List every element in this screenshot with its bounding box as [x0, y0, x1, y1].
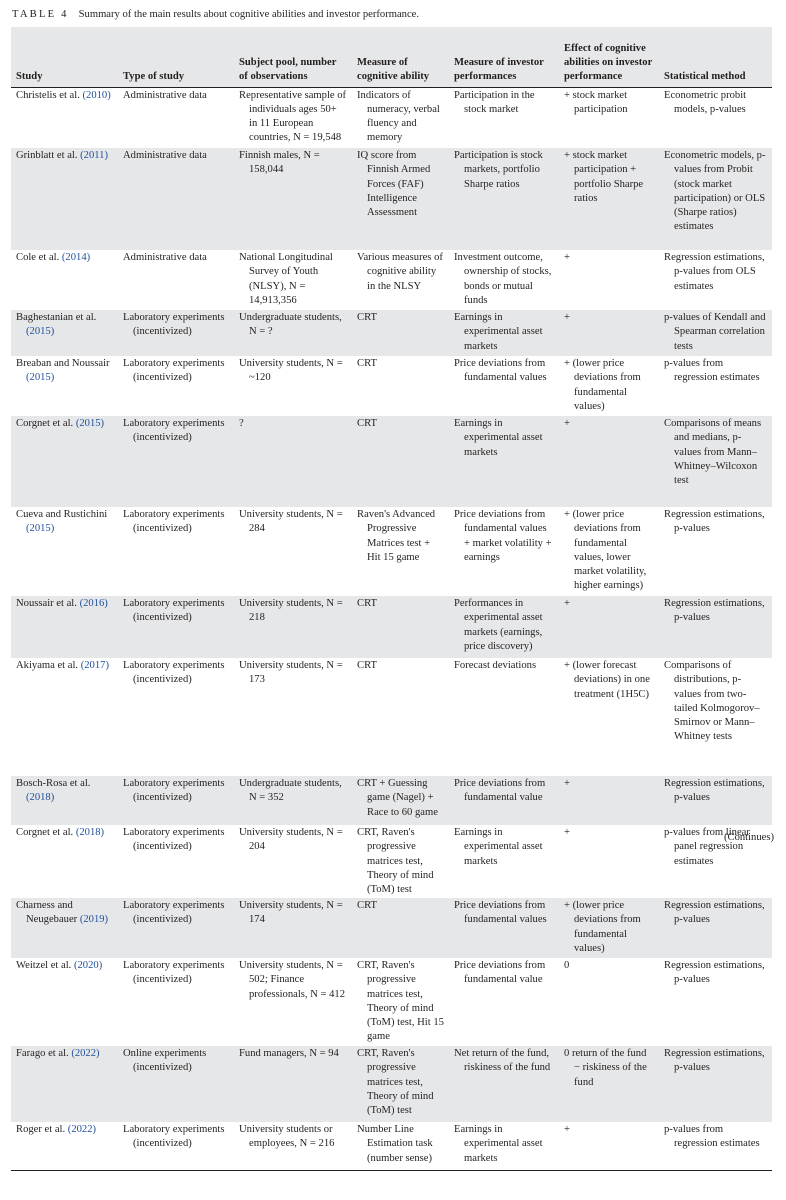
- table-row: [11, 1122, 772, 1170]
- study-authors: Breaban and Noussair: [16, 358, 110, 369]
- performance-cell: [449, 958, 559, 1046]
- cognitive-measure-cell-text: CRT: [357, 358, 377, 369]
- subject-pool-cell-text: University students or employees, N = 216: [239, 1124, 335, 1150]
- cognitive-measure-cell: [352, 825, 449, 898]
- method-cell-text: Regression estimations, p-values: [664, 598, 765, 624]
- study-cell: [11, 596, 118, 658]
- cognitive-measure-cell: [352, 658, 449, 776]
- effect-cell: [559, 507, 659, 596]
- method-cell: [659, 356, 772, 416]
- method-cell: [659, 898, 772, 958]
- cognitive-measure-cell: [352, 416, 449, 507]
- method-cell: [659, 658, 772, 776]
- study-authors: Farago et al.: [16, 1048, 69, 1059]
- method-cell: [659, 776, 772, 825]
- study-cell: [11, 310, 118, 356]
- method-cell: [659, 87, 772, 148]
- header-statistical-method: Statistical method: [659, 27, 772, 87]
- performance-cell-text: Participation is stock markets, portfolio Sharpe ratios: [454, 150, 543, 190]
- type-cell: [118, 250, 234, 310]
- method-cell-text: Econometric probit models, p-values: [664, 89, 747, 115]
- type-cell-text: Laboratory experiments (incentivized): [123, 418, 225, 444]
- performance-cell: [449, 148, 559, 250]
- effect-cell: [559, 250, 659, 310]
- type-cell: [118, 958, 234, 1046]
- cognitive-measure-cell-text: CRT: [357, 418, 377, 429]
- subject-pool-cell-text: University students, N = 502; Finance professionals, N = 412: [239, 960, 346, 1000]
- cognitive-measure-cell-text: IQ score from Finnish Armed Forces (FAF) Intelligence Assessment: [357, 150, 431, 219]
- method-cell: [659, 958, 772, 1046]
- table-row: [11, 416, 772, 507]
- effect-cell-text: +: [564, 778, 570, 789]
- method-cell-text: Regression estimations, p-values: [664, 960, 765, 986]
- study-authors: Cueva and Rustichini: [16, 509, 108, 520]
- type-cell-text: Laboratory experiments (incentivized): [123, 358, 225, 384]
- study-year-link[interactable]: (2016): [79, 598, 108, 609]
- method-cell-text: Regression estimations, p-values: [664, 1048, 765, 1074]
- method-cell: [659, 507, 772, 596]
- subject-pool-cell: [234, 87, 352, 148]
- method-cell-text: p-values of Kendall and Spearman correlation tests: [664, 312, 766, 352]
- type-cell-text: Laboratory experiments (incentivized): [123, 960, 225, 986]
- type-cell: [118, 898, 234, 958]
- study-year-link[interactable]: (2011): [80, 150, 108, 161]
- performance-cell: [449, 898, 559, 958]
- cognitive-measure-cell-text: CRT, Raven's progressive matrices test, Theory of mind (ToM) test: [357, 827, 434, 896]
- effect-cell-text: + (lower forecast deviations) in one treatment (1H5C): [564, 660, 650, 700]
- study-year-link[interactable]: (2018): [26, 792, 55, 804]
- performance-cell-text: Investment outcome, ownership of stocks, bonds or mutual funds: [454, 252, 552, 306]
- method-cell: [659, 1046, 772, 1122]
- performance-cell-text: Performances in experimental asset markets (earnings, price discovery): [454, 598, 543, 652]
- study-authors: Corgnet et al.: [16, 418, 74, 429]
- type-cell-text: Administrative data: [123, 89, 207, 101]
- performance-cell: [449, 825, 559, 898]
- subject-pool-cell: [234, 250, 352, 310]
- study-cell: [11, 658, 118, 776]
- type-cell-text: Laboratory experiments (incentivized): [123, 827, 225, 853]
- table-title: Summary of the main results about cognitive abilities and investor performance.: [78, 9, 420, 20]
- study-year-link[interactable]: (2022): [71, 1048, 100, 1059]
- cognitive-measure-cell: [352, 148, 449, 250]
- performance-cell-text: Participation in the stock market: [454, 89, 535, 115]
- type-cell: [118, 148, 234, 250]
- table-row: [11, 507, 772, 596]
- cognitive-measure-cell: [352, 356, 449, 416]
- subject-pool-cell-text: Undergraduate students, N = ?: [239, 312, 342, 338]
- subject-pool-cell-text: University students, N = 174: [239, 900, 343, 926]
- subject-pool-cell: [234, 310, 352, 356]
- table-row: [11, 596, 772, 658]
- results-table: [11, 27, 772, 1171]
- method-cell-text: p-values from regression estimates: [664, 358, 760, 384]
- study-authors: Noussair et al.: [16, 598, 77, 609]
- study-cell: [11, 898, 118, 958]
- cognitive-measure-cell-text: CRT: [357, 312, 377, 323]
- table-row: [11, 148, 772, 250]
- subject-pool-cell-text: University students, N = 218: [239, 598, 343, 624]
- effect-cell-text: + stock market participation: [564, 89, 628, 115]
- header-subject-pool: Subject pool, number of observations: [234, 27, 352, 87]
- type-cell-text: Administrative data: [123, 150, 207, 161]
- method-cell-text: Regression estimations, p-values: [664, 778, 765, 804]
- method-cell: [659, 148, 772, 250]
- study-year-link[interactable]: (2015): [26, 326, 55, 338]
- performance-cell: [449, 87, 559, 148]
- performance-cell-text: Earnings in experimental asset markets: [454, 827, 543, 867]
- effect-cell: [559, 416, 659, 507]
- table-row: [11, 898, 772, 958]
- effect-cell-text: +: [564, 252, 570, 263]
- type-cell-text: Laboratory experiments (incentivized): [123, 312, 225, 338]
- subject-pool-cell-text: University students, N = 173: [239, 660, 343, 686]
- subject-pool-cell-text: Finnish males, N = 158,044: [239, 150, 320, 176]
- type-cell: [118, 356, 234, 416]
- cognitive-measure-cell: [352, 507, 449, 596]
- type-cell: [118, 776, 234, 825]
- cognitive-measure-cell-text: CRT: [357, 598, 377, 609]
- subject-pool-cell: [234, 658, 352, 776]
- method-cell-text: p-values from regression estimates: [664, 1124, 760, 1150]
- method-cell: [659, 596, 772, 658]
- table-header-row: [11, 27, 772, 87]
- cognitive-measure-cell: [352, 596, 449, 658]
- subject-pool-cell: [234, 507, 352, 596]
- table-row: [11, 825, 772, 898]
- performance-cell-text: Price deviations from fundamental values: [454, 358, 547, 384]
- subject-pool-cell-text: National Longitudinal Survey of Youth (NLSY), N = 14,913,356: [239, 252, 333, 306]
- study-year-link[interactable]: (2015): [26, 523, 55, 535]
- effect-cell: [559, 1046, 659, 1122]
- performance-cell-text: Price deviations from fundamental values + market volatility + earnings: [454, 509, 552, 563]
- study-authors: Baghestanian et al.: [16, 312, 97, 323]
- performance-cell-text: Earnings in experimental asset markets: [454, 312, 543, 352]
- effect-cell-text: + (lower price deviations from fundamental values, lower market volatility, higher earnings): [564, 509, 647, 592]
- subject-pool-cell: [234, 825, 352, 898]
- continues-note: (Continues): [723, 832, 774, 843]
- subject-pool-cell: [234, 148, 352, 250]
- study-cell: [11, 958, 118, 1046]
- subject-pool-cell: [234, 356, 352, 416]
- performance-cell: [449, 596, 559, 658]
- study-cell: [11, 356, 118, 416]
- method-cell: [659, 310, 772, 356]
- method-cell: [659, 416, 772, 507]
- effect-cell-text: + (lower price deviations from fundamental values): [564, 358, 641, 412]
- effect-cell: [559, 310, 659, 356]
- effect-cell: [559, 658, 659, 776]
- method-cell-text: Regression estimations, p-values: [664, 509, 765, 535]
- study-cell: [11, 1122, 118, 1170]
- study-cell: [11, 776, 118, 825]
- effect-cell: [559, 356, 659, 416]
- study-cell: [11, 825, 118, 898]
- cognitive-measure-cell: [352, 958, 449, 1046]
- effect-cell: [559, 1122, 659, 1170]
- effect-cell-text: +: [564, 312, 570, 323]
- study-cell: [11, 87, 118, 148]
- cognitive-measure-cell-text: CRT: [357, 660, 377, 671]
- cognitive-measure-cell-text: CRT: [357, 900, 377, 911]
- effect-cell: [559, 596, 659, 658]
- subject-pool-cell-text: Fund managers, N = 94: [239, 1048, 339, 1059]
- method-cell: [659, 250, 772, 310]
- header-investor-performance: Measure of investor performances: [449, 27, 559, 87]
- method-cell-text: Regression estimations, p-values: [664, 900, 765, 926]
- table-row: [11, 310, 772, 356]
- performance-cell: [449, 310, 559, 356]
- effect-cell: [559, 825, 659, 898]
- study-year-link[interactable]: (2019): [79, 914, 109, 926]
- study-authors: Roger et al.: [16, 1124, 66, 1135]
- effect-cell-text: + stock market participation + portfolio Sharpe ratios: [564, 150, 644, 204]
- subject-pool-cell: [234, 958, 352, 1046]
- table-row: [11, 87, 772, 148]
- type-cell-text: Laboratory experiments (incentivized): [123, 598, 225, 624]
- effect-cell: [559, 958, 659, 1046]
- performance-cell: [449, 776, 559, 825]
- effect-cell-text: + (lower price deviations from fundamental values): [564, 900, 641, 954]
- type-cell: [118, 825, 234, 898]
- subject-pool-cell: [234, 1046, 352, 1122]
- header-cognitive-measure: Measure of cognitive ability: [352, 27, 449, 87]
- effect-cell: [559, 87, 659, 148]
- cognitive-measure-cell-text: Number Line Estimation task (number sense): [357, 1124, 433, 1164]
- study-authors: Weitzel et al.: [16, 960, 72, 971]
- study-year-link[interactable]: (2015): [26, 372, 55, 384]
- effect-cell-text: +: [564, 1124, 570, 1135]
- table-caption: [12, 8, 419, 22]
- performance-cell: [449, 356, 559, 416]
- study-authors: Cole et al.: [16, 252, 60, 263]
- subject-pool-cell: [234, 596, 352, 658]
- subject-pool-cell: [234, 898, 352, 958]
- method-cell-text: Econometric models, p-values from Probit (stock market participation) or OLS (Sharpe ratios) estimates: [664, 150, 766, 233]
- subject-pool-cell-text: University students, N = 284: [239, 509, 343, 535]
- study-cell: [11, 507, 118, 596]
- study-year-link[interactable]: (2018): [75, 827, 105, 838]
- type-cell: [118, 1122, 234, 1170]
- type-cell: [118, 596, 234, 658]
- effect-cell: [559, 898, 659, 958]
- study-year-link[interactable]: (2014): [61, 252, 91, 263]
- table-row: [11, 658, 772, 776]
- study-authors: Charness and Neugebauer: [16, 900, 78, 926]
- type-cell: [118, 87, 234, 148]
- type-cell-text: Laboratory experiments (incentivized): [123, 1124, 225, 1150]
- cognitive-measure-cell: [352, 1122, 449, 1170]
- subject-pool-cell-text: Undergraduate students, N = 352: [239, 778, 342, 804]
- method-cell-text: p-values from linear panel regression estimates: [664, 827, 750, 867]
- header-study: Study: [11, 27, 118, 87]
- type-cell: [118, 658, 234, 776]
- type-cell-text: Laboratory experiments (incentivized): [123, 509, 225, 535]
- performance-cell: [449, 250, 559, 310]
- study-authors: Christelis et al.: [16, 89, 80, 101]
- method-cell: [659, 1122, 772, 1170]
- performance-cell: [449, 416, 559, 507]
- study-authors: Bosch-Rosa et al.: [16, 778, 91, 789]
- cognitive-measure-cell: [352, 898, 449, 958]
- performance-cell-text: Earnings in experimental asset markets: [454, 1124, 543, 1164]
- performance-cell-text: Earnings in experimental asset markets: [454, 418, 543, 458]
- subject-pool-cell: [234, 416, 352, 507]
- header-type-of-study: Type of study: [118, 27, 234, 87]
- performance-cell-text: Price deviations from fundamental value: [454, 960, 546, 986]
- effect-cell-text: +: [564, 827, 570, 838]
- type-cell: [118, 507, 234, 596]
- performance-cell-text: Net return of the fund, riskiness of the fund: [454, 1048, 551, 1074]
- type-cell: [118, 310, 234, 356]
- header-effect: Effect of cognitive abilities on investor performance: [559, 27, 659, 87]
- type-cell-text: Laboratory experiments (incentivized): [123, 778, 225, 804]
- study-authors: Akiyama et al.: [16, 660, 79, 671]
- study-year-link[interactable]: (2022): [67, 1124, 97, 1135]
- table-row: [11, 250, 772, 310]
- type-cell: [118, 1046, 234, 1122]
- subject-pool-cell: [234, 776, 352, 825]
- study-cell: [11, 148, 118, 250]
- study-cell: [11, 416, 118, 507]
- performance-cell: [449, 1122, 559, 1170]
- study-cell: [11, 250, 118, 310]
- cognitive-measure-cell: [352, 87, 449, 148]
- table-label: TABLE 4: [12, 9, 69, 20]
- study-year-link[interactable]: (2010): [82, 89, 111, 101]
- cognitive-measure-cell-text: Various measures of cognitive ability in the NLSY: [357, 252, 443, 292]
- effect-cell: [559, 776, 659, 825]
- subject-pool-cell-text: University students, N = 204: [239, 827, 343, 853]
- performance-cell-text: Price deviations from fundamental values: [454, 900, 547, 926]
- table-row: [11, 356, 772, 416]
- cognitive-measure-cell-text: Raven's Advanced Progressive Matrices test + Hit 15 game: [357, 509, 436, 563]
- effect-cell-text: 0 return of the fund − riskiness of the fund: [564, 1048, 647, 1088]
- cognitive-measure-cell: [352, 250, 449, 310]
- performance-cell-text: Price deviations from fundamental value: [454, 778, 546, 804]
- study-authors: Corgnet et al.: [16, 827, 74, 838]
- type-cell-text: Laboratory experiments (incentivized): [123, 660, 225, 686]
- method-cell-text: Comparisons of distributions, p-values from two-tailed Kolmogorov–Smirnov or Mann–Whitney tests: [664, 660, 760, 743]
- subject-pool-cell-text: University students, N = ~120: [239, 358, 343, 384]
- study-year-link[interactable]: (2017): [80, 660, 109, 671]
- type-cell-text: Laboratory experiments (incentivized): [123, 900, 225, 926]
- cognitive-measure-cell-text: Indicators of numeracy, verbal fluency and memory: [357, 89, 440, 144]
- type-cell: [118, 416, 234, 507]
- performance-cell-text: Forecast deviations: [454, 660, 537, 671]
- table-row: [11, 1046, 772, 1122]
- study-authors: Grinblatt et al.: [16, 150, 78, 161]
- effect-cell: [559, 148, 659, 250]
- effect-cell-text: +: [564, 598, 570, 609]
- study-year-link[interactable]: (2015): [75, 418, 105, 429]
- subject-pool-cell-text: Representative sample of individuals ages 50+ in 11 European countries, N = 19,548: [239, 89, 347, 144]
- table-row: [11, 776, 772, 825]
- cognitive-measure-cell-text: CRT, Raven's progressive matrices test, Theory of mind (ToM) test, Hit 15 game: [357, 960, 444, 1043]
- method-cell-text: Regression estimations, p-values from OLS estimates: [664, 252, 765, 292]
- table-row: [11, 958, 772, 1046]
- subject-pool-cell: [234, 1122, 352, 1170]
- cognitive-measure-cell-text: CRT + Guessing game (Nagel) + Race to 60 game: [357, 778, 438, 818]
- cognitive-measure-cell: [352, 1046, 449, 1122]
- effect-cell-text: 0: [564, 960, 570, 971]
- cognitive-measure-cell: [352, 310, 449, 356]
- cognitive-measure-cell-text: CRT, Raven's progressive matrices test, Theory of mind (ToM) test: [357, 1048, 434, 1117]
- type-cell-text: Online experiments (incentivized): [123, 1048, 207, 1074]
- study-year-link[interactable]: (2020): [73, 960, 103, 971]
- method-cell-text: Comparisons of means and medians, p-values from Mann–Whitney–Wilcoxon test: [664, 418, 762, 487]
- performance-cell: [449, 658, 559, 776]
- performance-cell: [449, 1046, 559, 1122]
- study-cell: [11, 1046, 118, 1122]
- effect-cell-text: +: [564, 418, 570, 429]
- type-cell-text: Administrative data: [123, 252, 207, 263]
- subject-pool-cell-text: ?: [239, 418, 244, 429]
- cognitive-measure-cell: [352, 776, 449, 825]
- performance-cell: [449, 507, 559, 596]
